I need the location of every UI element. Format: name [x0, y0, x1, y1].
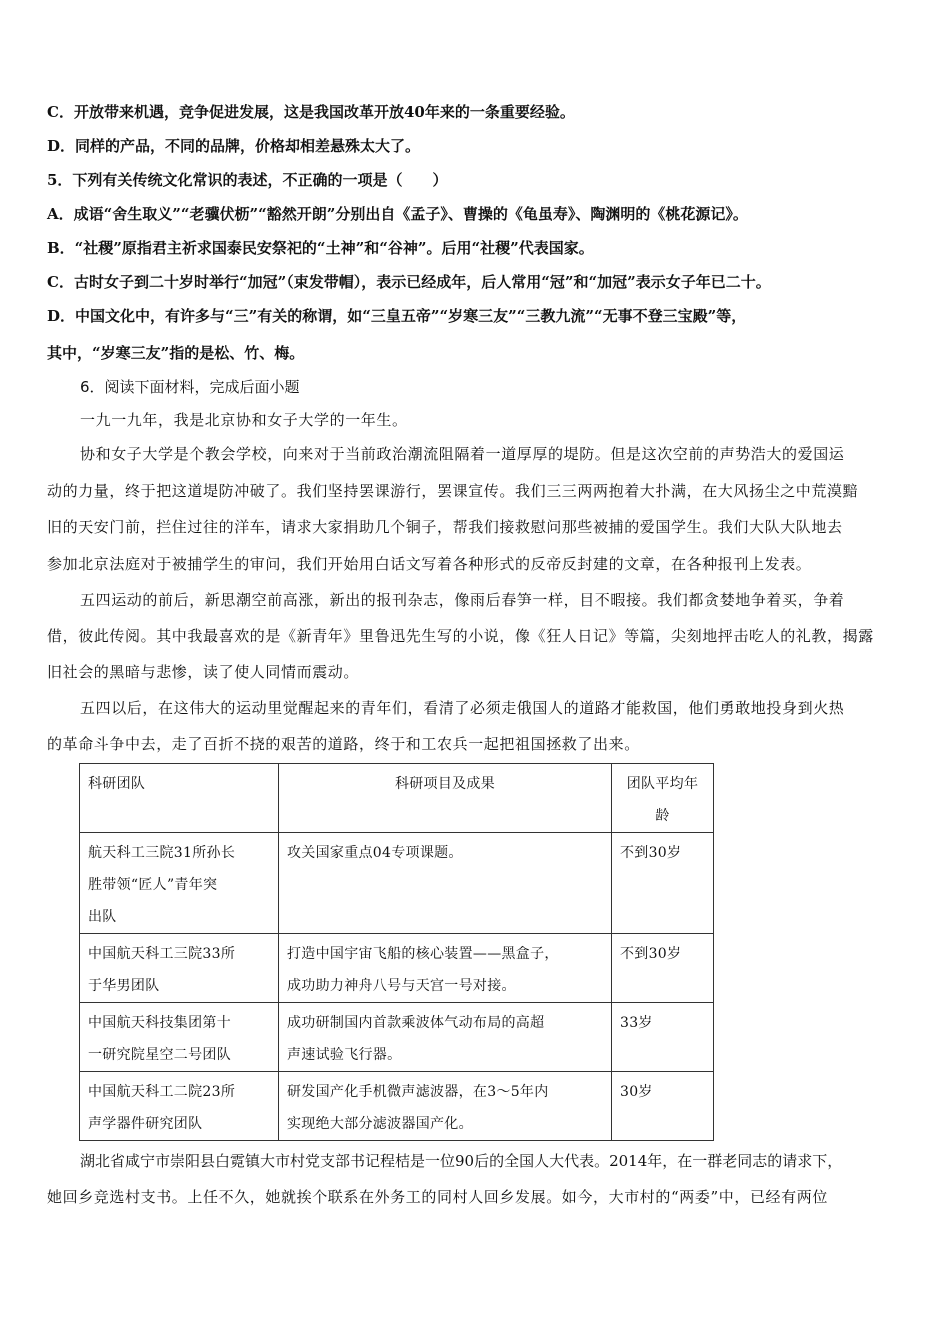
passage-p4-line2: 的革命斗争中去，走了百折不挠的艰苦的道路，终于和工农兵一起把祖国拯救了出来。 — [47, 735, 640, 753]
passage-p3-line2: 借，彼此传阅。其中我最喜欢的是《新青年》里鲁迅先生写的小说，像《狂人日记》等篇，尖刻地抨击吃人的礼教，揭露 — [47, 627, 874, 645]
q6-stem: 6．阅读下面材料，完成后面小题 — [80, 378, 300, 396]
q4-option-c: C．开放带来机遇，竞争促进发展，这是我国改革开放40年来的一条重要经验。 — [47, 103, 575, 121]
project-cell: 研发国产化手机微声滤波器，在3～5年内 实现绝大部分滤波器国产化。 — [279, 1072, 612, 1141]
team-cell: 航天科工三院31所孙长 胜带领“匠人”青年突 出队 — [80, 833, 279, 934]
team-cell: 中国航天科工二院23所 声学器件研究团队 — [80, 1072, 279, 1141]
q5-option-d-cont: 其中，“岁寒三友”指的是松、竹、梅。 — [47, 344, 305, 362]
q5-option-c: C．古时女子到二十岁时举行“加冠”（束发带帽），表示已经成年，后人常用“冠”和“加冠”表示女子年已二十。 — [47, 273, 771, 291]
passage-p3-line3: 旧社会的黑暗与悲惨，读了使人同情而震动。 — [47, 663, 360, 681]
age-cell: 不到30岁 — [612, 934, 714, 1003]
research-team-table — [79, 763, 714, 1141]
project-cell: 攻关国家重点04专项课题。 — [279, 833, 612, 934]
q5-option-a: A．成语“舍生取义”“老骥伏枥”“豁然开朗”分别出自《孟子》、曹操的《龟虽寿》、陶渊明的《桃花源记》。 — [47, 205, 748, 223]
table-row — [80, 1072, 714, 1141]
team-cell: 中国航天科工三院33所 于华男团队 — [80, 934, 279, 1003]
table-row — [80, 833, 714, 934]
q5-stem: 5．下列有关传统文化常识的表述，不正确的一项是（ ） — [47, 171, 448, 189]
table-row — [80, 934, 714, 1003]
passage-p1: 一九一九年，我是北京协和女子大学的一年生。 — [80, 411, 408, 429]
passage-p2-line2: 动的力量，终于把这道堤防冲破了。我们坚持罢课游行，罢课宣传。我们三三两两抱着大扑满，在大风扬尘之中荒漠黯 — [47, 482, 859, 500]
passage-p2-line4: 参加北京法庭对于被捕学生的审问，我们开始用白话文写着各种形式的反帝反封建的文章，在各种报刊上发表。 — [47, 555, 812, 573]
team-cell: 中国航天科技集团第十 一研究院星空二号团队 — [80, 1003, 279, 1072]
table-row — [80, 1003, 714, 1072]
passage-p2-line3: 旧的天安门前，拦住过往的洋车，请求大家捐助几个铜子，帮我们接救慰问那些被捕的爱国学生。我们大队大队地去 — [47, 518, 843, 536]
age-cell: 33岁 — [612, 1003, 714, 1072]
project-cell: 成功研制国内首款乘波体气动布局的高超 声速试验飞行器。 — [279, 1003, 612, 1072]
passage-p5-line1: 湖北省咸宁市崇阳县白霓镇大市村党支部书记程桔是一位90后的全国人大代表。2014年，在一群老同志的请求下， — [80, 1152, 843, 1170]
project-cell: 打造中国宇宙飞船的核心装置——黑盒子， 成功助力神舟八号与天宫一号对接。 — [279, 934, 612, 1003]
header-age: 团队平均年 龄 — [612, 764, 714, 833]
passage-p4-line1: 五四以后，在这伟大的运动里觉醒起来的青年们，看清了必须走俄国人的道路才能救国，他们勇敢地投身到火热 — [80, 699, 845, 717]
q4-option-d: D．同样的产品，不同的品牌，价格却相差悬殊太大了。 — [47, 137, 421, 155]
passage-p3-line1: 五四运动的前后，新思潮空前高涨，新出的报刊杂志，像雨后春笋一样，目不暇接。我们都贪婪地争着买，争着 — [80, 591, 845, 609]
q5-option-b: B．“社稷”原指君主祈求国泰民安祭祀的“土神”和“谷神”。后用“社稷”代表国家。 — [47, 239, 594, 257]
header-project: 科研项目及成果 — [279, 764, 612, 833]
q5-option-d: D．中国文化中，有许多与“三”有关的称谓，如“三皇五帝”“岁寒三友”“三教九流”“无事不登三宝殿”等， — [47, 307, 747, 325]
header-team: 科研团队 — [80, 764, 279, 833]
table-header-row — [80, 764, 714, 833]
age-cell: 不到30岁 — [612, 833, 714, 934]
age-cell: 30岁 — [612, 1072, 714, 1141]
passage-p5-line2: 她回乡竞选村支书。上任不久，她就挨个联系在外务工的同村人回乡发展。如今，大市村的“两委”中，已经有两位 — [47, 1188, 828, 1206]
passage-p2-line1: 协和女子大学是个教会学校，向来对于当前政治潮流阻隔着一道厚厚的堤防。但是这次空前的声势浩大的爱国运 — [80, 445, 845, 463]
